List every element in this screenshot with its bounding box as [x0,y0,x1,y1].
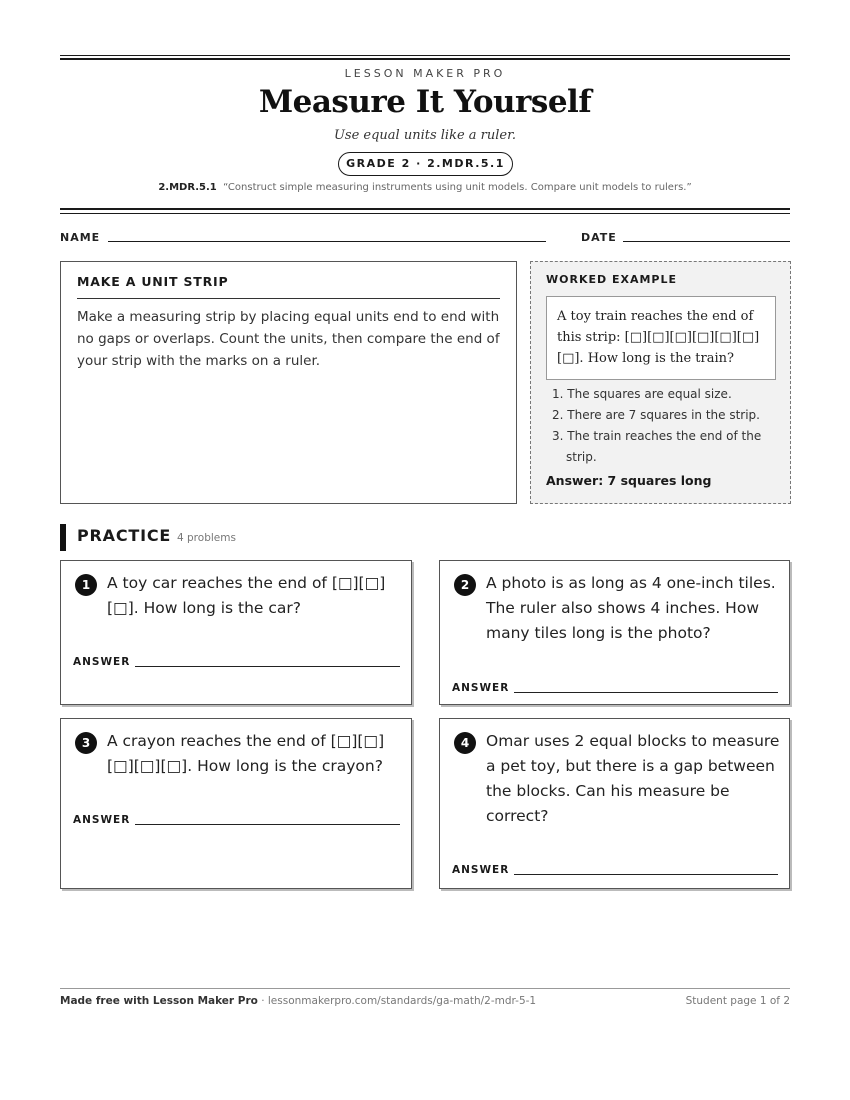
problem-number: 1 [75,574,97,596]
problem-number: 2 [454,574,476,596]
answer-label: ANSWER [73,656,131,668]
name-field[interactable] [108,241,546,242]
brand-name: LESSON MAKER PRO [344,67,506,80]
standard-line [0,182,850,193]
worked-example-steps [546,384,781,468]
page-subtitle: Use equal units like a ruler. [333,128,517,143]
unit-strip-panel [60,261,517,504]
practice-title: PRACTICE [77,526,172,545]
standard-code: 2.MDR.5.1 [158,182,217,193]
problem-card-1 [60,560,412,705]
header-rule [60,213,790,214]
worked-example-problem: A toy train reaches the end of this strip: [□][□][□][□][□][□][□]. How long is the train? [546,296,776,380]
practice-count: 4 problems [177,532,236,544]
problem-number: 3 [75,732,97,754]
worked-example-panel [530,261,791,504]
answer-label: ANSWER [452,864,510,876]
footer-rule [60,988,790,989]
problem-text: A photo is as long as 4 one-inch tiles. The ruler also shows 4 inches. How many tiles long is the photo? [486,574,776,642]
top-rule [60,55,790,56]
unit-strip-heading: MAKE A UNIT STRIP [77,274,229,289]
page-title: Measure It Yourself [258,84,592,120]
standard-text: “Construct simple measuring instruments using unit models. Compare unit models to rulers.” [223,182,692,193]
footer-url[interactable]: · lessonmakerpro.com/standards/ga-math/2-mdr-5-1 [261,995,537,1007]
answer-field[interactable] [514,874,778,875]
unit-strip-body: Make a measuring strip by placing equal units end to end with no gaps or overlaps. Count the units, then compare the end of your strip with the marks on a ruler. [77,309,500,369]
footer-made-with: Made free with Lesson Maker Pro [60,995,258,1007]
unit-strip-rule [77,298,500,299]
answer-label: ANSWER [73,814,131,826]
problem-card-3 [60,718,412,889]
grade-badge: GRADE 2 · 2.MDR.5.1 [338,152,513,176]
date-label: DATE [581,231,617,244]
header-rule-thick [60,208,790,210]
practice-marker [60,524,66,551]
problem-card-2 [439,560,790,705]
problem-text: Omar uses 2 equal blocks to measure a pet toy, but there is a gap between the blocks. Can his measure be correct? [486,732,780,825]
worked-step: 3. The train reaches the end of the strip. [552,429,762,464]
answer-label: ANSWER [452,682,510,694]
answer-field[interactable] [135,666,400,667]
date-field[interactable] [623,241,790,242]
answer-field[interactable] [514,692,778,693]
problem-number: 4 [454,732,476,754]
worked-example-heading: WORKED EXAMPLE [546,273,677,286]
footer-credit [60,995,536,1007]
footer-page-number: Student page 1 of 2 [685,995,790,1007]
problem-card-4 [439,718,790,889]
problem-text: A crayon reaches the end of [□][□][□][□][□]. How long is the crayon? [107,732,385,775]
worked-example-answer: Answer: 7 squares long [546,473,712,488]
answer-field[interactable] [135,824,400,825]
worked-step: 1. The squares are equal size. [552,387,732,401]
top-rule-thick [60,58,790,60]
name-label: NAME [60,231,101,244]
worked-step: 2. There are 7 squares in the strip. [552,408,760,422]
problem-text: A toy car reaches the end of [□][□][□]. How long is the car? [107,574,386,617]
